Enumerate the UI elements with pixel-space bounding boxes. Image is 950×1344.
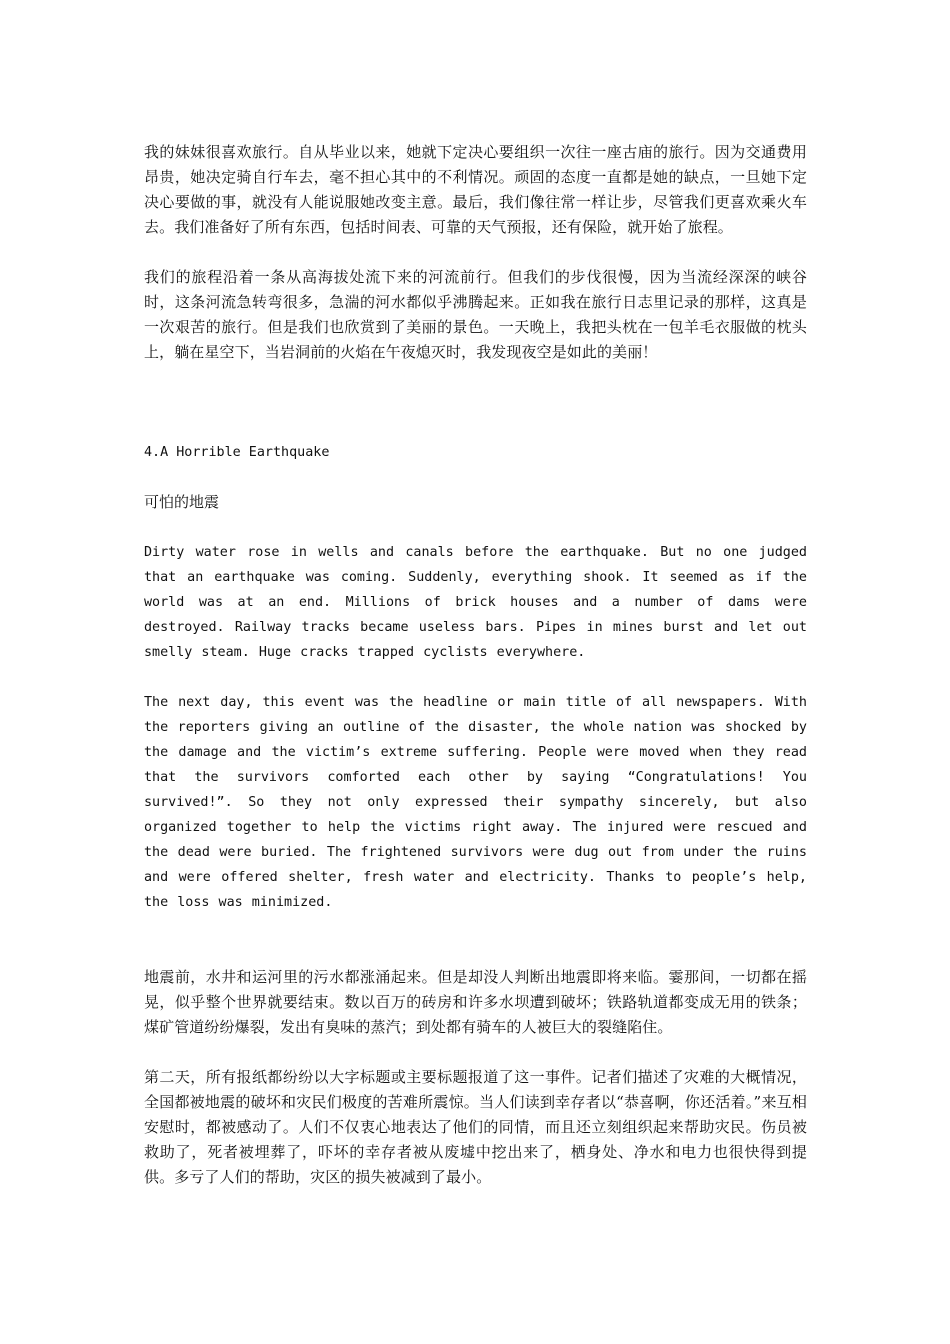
document-page (144, 140, 807, 1190)
travel-paragraph-2: 我们的旅程沿着一条从高海拔处流下来的河流前行。但我们的步伐很慢，因为当流经深深的峡谷时，这条河流急转弯很多，急湍的河水都似乎沸腾起来。正如我在旅行日志里记录的那样，这真是一次艰苦的旅行。但是我们也欣赏到了美丽的景色。一天晚上，我把头枕在一包羊毛衣服做的枕头上，躺在星空下，当岩洞前的火焰在午夜熄灭时，我发现夜空是如此的美丽！ (144, 268, 807, 361)
section-title-zh: 可怕的地震 (144, 493, 220, 511)
earthquake-paragraph-en-1: Dirty water rose in wells and canals before the earthquake. But no one judged that an earthquake was coming. Suddenly, everything shook. It seemed as if the world was at an end. Millions of brick houses and a number of dams were destroyed. Railway tracks became useless bars. Pipes in mines burst and let out smelly steam. Huge cracks trapped cyclists everywhere. (144, 545, 807, 660)
earthquake-paragraph-zh-1: 地震前，水井和运河里的污水都涨涌起来。但是却没人判断出地震即将来临。霎那间，一切都在摇晃，似乎整个世界就要结束。数以百万的砖房和许多水坝遭到破坏；铁路轨道都变成无用的铁条；煤矿管道纷纷爆裂，发出有臭味的蒸汽；到处都有骑车的人被巨大的裂缝陷住。 (144, 968, 807, 1036)
earthquake-paragraph-en-2: The next day, this event was the headline or main title of all newspapers. With the reporters giving an outline of the disaster, the whole nation was shocked by the damage and the victim’s extreme suffering. People were moved when they read that the survivors comforted each other by saying “Congratulations! You survived!”. So they not only expressed their sympathy sincerely, but also organized together to help the victims right away. The injured were rescued and the dead were buried. The frightened survivors were dug out from under the ruins and were offered shelter, fresh water and electricity. Thanks to people’s help, the loss was minimized. (144, 695, 807, 910)
section-title: 4.A Horrible Earthquake (144, 445, 330, 460)
travel-paragraph-1: 我的妹妹很喜欢旅行。自从毕业以来，她就下定决心要组织一次往一座古庙的旅行。因为交通费用昂贵，她决定骑自行车去，毫不担心其中的不利情况。顽固的态度一直都是她的缺点，一旦她下定决心要做的事，就没有人能说服她改变主意。最后，我们像往常一样让步，尽管我们更喜欢乘火车去。我们准备好了所有东西，包括时间表、可靠的天气预报，还有保险，就开始了旅程。 (144, 143, 807, 236)
earthquake-paragraph-zh-2: 第二天，所有报纸都纷纷以大字标题或主要标题报道了这一事件。记者们描述了灾难的大概情况，全国都被地震的破坏和灾民们极度的苦难所震惊。当人们读到幸存者以“恭喜啊，你还活着。”来互相安慰时，都被感动了。人们不仅衷心地表达了他们的同情，而且还立刻组织起来帮助灾民。伤员被救助了，死者被埋葬了，吓坏的幸存者被从废墟中挖出来了，栖身处、净水和电力也很快得到提供。多亏了人们的帮助，灾区的损失被减到了最小。 (144, 1068, 807, 1186)
